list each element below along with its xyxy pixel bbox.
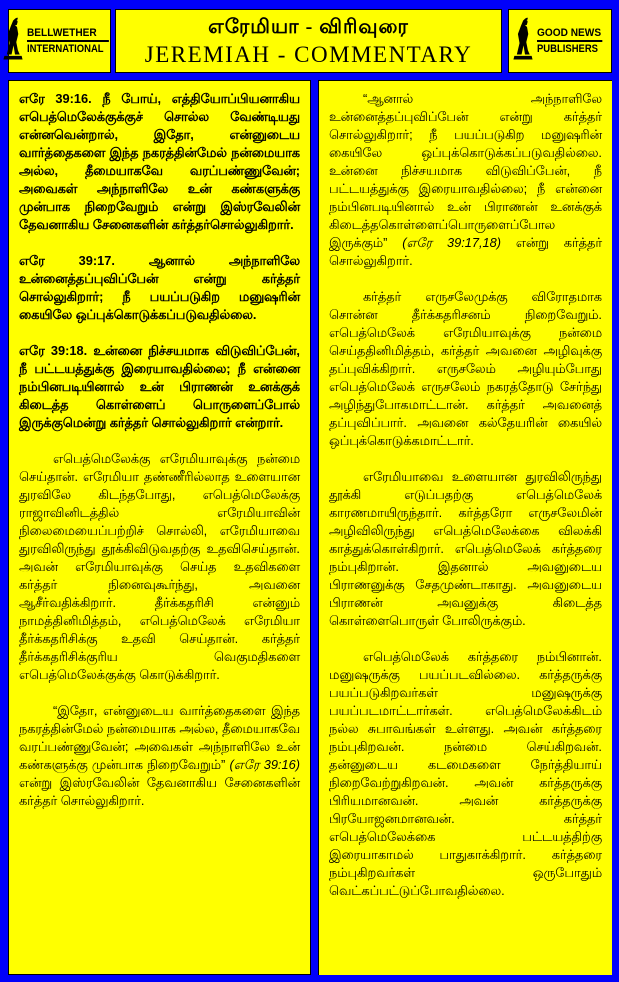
paragraph-text: எரே 39:17. ஆனால் அந்நாளிலே உன்னைத்தப்புவிப்பேன் என்று கர்த்தர் சொல்லுகிறார்; நீ பயப்படுகிற மனுஷரின் கையிலே ஒப்புக்கொடுக்கப்படுவதில்லை. — [19, 253, 300, 322]
good-news-logo-line1: GOOD NEWS — [537, 27, 602, 42]
paragraph-text: எரே 39:16. நீ போய், எத்தியோப்பியனாகிய எபெத்மெலேக்குக்குச் சொல்ல வேண்டியது என்னவென்றால், இதோ, என்னுடைய வார்த்தைகளை இந்த நகரத்தின்மேல் நன்மையாக அல்ல, தீமையாகவே வரப்பண்ணுவேன்; அவைகள் அந்நாளிலே உன் கண்களுக்கு முன்பாக நிறைவேறும் என்று இஸ்ரவேலின் தேவனாகிய சேனைகளின் கர்த்தர்சொல்லுகிறார். — [19, 91, 300, 232]
left-column — [8, 80, 311, 975]
bellwether-logo — [8, 9, 111, 73]
page-title-tamil: எரேமியா - விரிவுரை — [208, 15, 409, 38]
commentary-paragraph — [329, 468, 602, 630]
paragraph-text: என்று இஸ்ரவேலின் தேவனாகிய சேனைகளின் கர்த்தர் சொல்லுகிறார். — [19, 775, 300, 808]
verse-reference: (எரே 39:16) — [229, 757, 300, 772]
right-column — [318, 80, 612, 975]
paragraph-text: என்று கர்த்தர் சொல்லுகிறார். — [329, 235, 603, 268]
paragraph-text: “ஆனால் அந்நாளிலே உன்னைத்தப்புவிப்பேன் என்று கர்த்தர் சொல்லுகிறார்; நீ பயப்படுகிற மனுஷரின் கையிலே ஒப்புக்கொடுக்கப்படுவதில்லை. உன்னை நிச்சயமாக விடுவிப்பேன், நீ பட்டயத்துக்கு இரையாவதில்லை; நீ என்னை நம்பினபடியினால் உன் பிராணன் உனக்குக் கிடைத்தகொள்ளைப்பொருளைப்போல இருக்கும்” — [329, 91, 602, 250]
bellwether-logo-line1: BELLWETHER — [27, 27, 109, 42]
paragraph-text: எரேமியாவை உளையான துரவிலிருந்து தூக்கி எடுப்பதற்கு எபெத்மெலேக் காரணமாயிருந்தார். கர்த்தரோ எருசலேமின் அழிவிலிருந்து எபெத்மெலேக்கை விலக்கி காத்துக்கொள்கிறார். எபெத்மெலேக் கர்த்தரை நம்புகிறான். இதனால் அவனுடைய பிராணனுக்கு சேதமுண்டாகாது. அவனுடைய பிராணன் அவனுக்கு கிடைத்த கொள்ளைபொருள் போலிருக்கும். — [329, 469, 602, 628]
commentary-paragraph — [329, 288, 602, 450]
verse-paragraph — [19, 252, 300, 324]
title-box — [115, 9, 502, 73]
paragraph-text: கர்த்தர் எருசலேமுக்கு விரோதமாக சொன்ன தீர்க்கதரிசனம் நிறைவேறும். எபெத்மெலேக் எரேமியாவுக்கு நன்மை செய்ததினிமித்தம், கர்த்தர் அவனை அழிவுக்கு தப்புவிக்கிறார். எருசலேம் அழியும்போது எபெத்மெலேக் எருசலேம் நகரத்தோடு சேர்ந்து அழிந்துபோகமாட்டான். கர்த்தர் அவனைத் தப்புவிப்பார். அவனை கல்தேயரின் கையில் ஒப்புக்கொடுக்கமாட்டார். — [329, 289, 602, 448]
good-news-figure-icon — [513, 16, 533, 67]
bellwether-logo-text — [27, 27, 116, 56]
verse-reference: (எரே 39:17,18) — [402, 235, 502, 250]
commentary-paragraph — [19, 450, 300, 684]
paragraph-text: எபெத்மெலேக் கர்த்தரை நம்பினான். மனுஷருக்கு பயப்படவில்லை. கர்த்தருக்கு பயப்படுகிறவர்கள் மனுஷருக்கு பயப்படமாட்டார்கள். எபெத்மெலேக்கிடம் நல்ல சுபாவங்கள் உள்ளது. அவன் கர்த்தரை நம்புகிறவன். நன்மை செய்கிறவன். தன்னுடைய கடமைகளை நேர்த்தியாய் நிறைவேற்றுகிறவன். அவன் கர்த்தருக்கு பிரியமானவன். அவன் கர்த்தருக்கு பிரயோஜனமானவன். கர்த்தர் எபெத்மெலேக்கை பட்டயத்திற்கு இரையாகாமல் பாதுகாக்கிறார். கர்த்தரை நம்புகிறவர்கள் ஒருபோதும் வெட்கப்பட்டுப்போவதில்லை. — [329, 649, 602, 898]
bellwether-logo-line2: INTERNATIONAL — [27, 42, 104, 55]
commentary-paragraph — [329, 90, 602, 270]
commentary-paragraph — [329, 648, 602, 900]
verse-paragraph — [19, 90, 300, 234]
good-news-logo — [508, 9, 612, 73]
verse-paragraph — [19, 342, 300, 432]
commentary-paragraph — [19, 702, 300, 810]
paragraph-text: எரே 39:18. உன்னை நிச்சயமாக விடுவிப்பேன், நீ பட்டயத்துக்கு இரையாவதில்லை; நீ என்னை நம்பினபடியினால் உன் பிராணன் உனக்குக் கிடைத்த கொள்ளைப் பொருளைப்போல் இருக்குமென்று கர்த்தர் சொல்லுகிறார் என்றார். — [19, 343, 300, 430]
bellwether-figure-icon — [3, 16, 23, 67]
page-title-english: JEREMIAH - COMMENTARY — [144, 41, 473, 67]
good-news-logo-line2: PUBLISHERS — [536, 42, 598, 55]
paragraph-text: எபெத்மெலேக்கு எரேமியாவுக்கு நன்மை செய்தான். எரேமியா தண்ணீரில்லாத உளையான துரவிலே கிடந்தபோது, எபெத்மெலேக்கு ராஜாவினிடத்தில் எரேமியாவின் நிலைமையைப்பற்றிச் சொல்லி, எரேமியாவை துரவிலிருந்து தூக்கிவிடுவதற்கு உதவிசெய்தான். அவன் எரேமியாவுக்கு செய்த உதவிகளை கர்த்தர் நினைவுகூர்ந்து, அவனை ஆசீர்வதிக்கிறார். தீர்க்கதரிசி என்னும் நாமத்தினிமித்தம், எபெத்மெலேக் எரேமியா தீர்க்கதரிசிக்கு உதவி செய்தான். கர்த்தர் தீர்க்கதரிசிக்குரிய வெகுமதிகளை எபெத்மெலேக்குக்கு கொடுக்கிறார். — [19, 451, 300, 682]
paragraph-text: “இதோ, என்னுடைய வார்த்தைகளை இந்த நகரத்தின்மேல் நன்மையாக அல்ல, தீமையாகவே வரப்பண்ணுவேன்; அவைகள் அந்நாளிலே உன் கண்களுக்கு முன்பாக நிறைவேறும்” — [19, 703, 300, 772]
good-news-logo-text — [537, 27, 608, 56]
